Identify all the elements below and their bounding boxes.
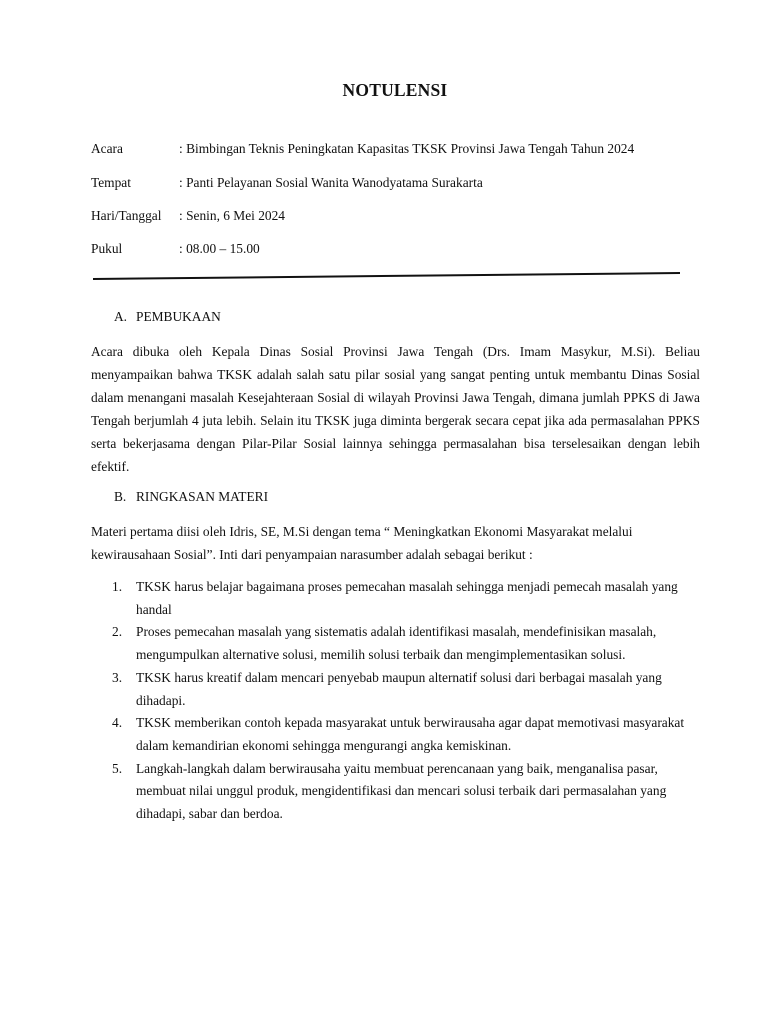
header-divider [93, 268, 680, 282]
materi-list [112, 576, 702, 826]
list-item [112, 576, 702, 621]
section-heading-ringkasan-materi [114, 488, 268, 505]
meta-row-tempat [91, 174, 731, 191]
meta-value: : 08.00 – 15.00 [179, 241, 260, 256]
list-text: TKSK harus kreatif dalam mencari penyebab maupun alternatif solusi dari berbagai masalah yang dihadapi. [136, 669, 662, 708]
list-item [112, 621, 702, 666]
meta-value: : Bimbingan Teknis Peningkatan Kapasitas TKSK Provinsi Jawa Tengah Tahun 2024 [179, 141, 635, 156]
list-text: TKSK memberikan contoh kepada masyarakat untuk berwirausaha agar dapat memotivasi masyarakat dalam kemandirian ekonomi sehingga mengurangi angka kemiskinan. [136, 715, 685, 753]
section-letter: A. [114, 309, 128, 324]
list-number: 4. [112, 715, 123, 731]
section-title: RINGKASAN MATERI [136, 489, 269, 504]
meta-value: : Senin, 6 Mei 2024 [179, 208, 286, 223]
meta-row-hari-tanggal [91, 207, 731, 224]
document-title: NOTULENSI [342, 80, 448, 100]
materi-intro-paragraph: Materi pertama diisi oleh Idris, SE, M.Si dengan tema “ Meningkatkan Ekonomi Masyarakat melalui kewirausahaan Sosial”. Inti dari penyampaian narasumber adalah sebagai berikut : [91, 524, 633, 562]
list-number: 3. [112, 669, 123, 685]
meta-label: Tempat [91, 175, 131, 190]
list-item [112, 712, 702, 757]
section-heading-pembukaan [114, 308, 221, 325]
list-number: 1. [112, 579, 123, 594]
meta-row-acara [91, 140, 731, 157]
meta-value: : Panti Pelayanan Sosial Wanita Wanodyatama Surakarta [179, 175, 483, 190]
meta-label: Acara [91, 141, 123, 156]
section-letter: B. [114, 489, 127, 504]
list-item [112, 667, 702, 712]
list-text: Proses pemecahan masalah yang sistematis adalah identifikasi masalah, mendefinisikan masalah, mengumpulkan alternative solusi, memilih solusi terbaik dan mengimplementasikan solusi. [136, 624, 657, 663]
section-title: PEMBUKAAN [136, 309, 221, 324]
list-text: TKSK harus belajar bagaimana proses pemecahan masalah sehingga menjadi pemecah masalah yang handal [136, 579, 678, 617]
list-text: Langkah-langkah dalam berwirausaha yaitu membuat perencanaan yang baik, menganalisa pasar, membuat nilai unggul produk, mengidentifikasi dan mencari solusi terbaik dari permasalahan yang dihadapi, sabar dan berdoa. [136, 760, 667, 822]
meta-label: Pukul [91, 241, 123, 256]
list-number: 2. [112, 624, 123, 640]
pembukaan-paragraph: Acara dibuka oleh Kepala Dinas Sosial Provinsi Jawa Tengah (Drs. Imam Masykur, M.Si). Beliau menyampaikan bahwa TKSK adalah salah satu pilar sosial yang sangat penting untuk membantu Dinas Sosial dalam menangani masalah Kesejahteraan Sosial di wilayah Provinsi Jawa Tengah, dimana jumlah PPKS di Jawa Tengah berjumlah 4 juta lebih. Selain itu TKSK juga diminta bergerak secara cepat jika ada permasalahan PPKS serta bekerjasama dengan Pilar-Pilar Sosial lainnya sehingga permasalahan bisa terselesaikan dengan lebih efektif. [91, 344, 700, 474]
meta-label: Hari/Tanggal [91, 208, 162, 223]
meta-row-pukul [91, 240, 731, 257]
list-item [112, 758, 702, 826]
list-number: 5. [112, 760, 123, 776]
